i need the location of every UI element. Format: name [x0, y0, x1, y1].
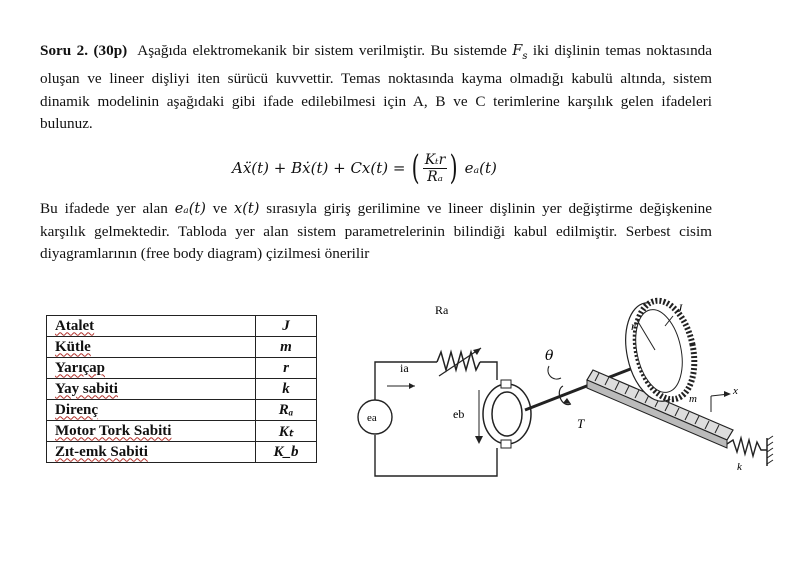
- x-arrowhead: [724, 391, 731, 397]
- parameter-symbol: Kₜ: [256, 421, 317, 442]
- label-k: k: [737, 461, 742, 473]
- theta-arc: [548, 366, 561, 379]
- resistor-arrow: [439, 348, 481, 376]
- equation-fraction: ( $\frac{\text{Kₜr}}{\text{Rₐ}}$ ): [412, 148, 458, 188]
- force-symbol: $F_s$: [512, 43, 528, 62]
- label-eb: eb: [453, 407, 465, 421]
- dc-motor: [483, 380, 531, 448]
- question-label: Soru 2. (30p): [40, 42, 128, 59]
- parameter-name: Yarıçap: [47, 358, 256, 379]
- label-x: x: [733, 385, 738, 397]
- parameter-name: Motor Tork Sabiti: [47, 421, 256, 442]
- fraction-denominator: Rₐ: [427, 168, 443, 185]
- parameter-symbol: k: [256, 379, 317, 400]
- spring: [727, 438, 767, 456]
- label-r: r: [631, 319, 636, 333]
- explanation-text: [40, 198, 712, 266]
- current-arrowhead: [409, 383, 415, 389]
- question-intro-2: iki dişlinin temas noktasında oluşan ve lineer dişliyi iten sürücü kuvvettir. Temas noktasında kayma olmadığı kabulü altında, sistem dinamik modelinin aşağıdaki gibi ifade edilebilmesi için A, B ve C terimlerine karşılık gelen ifadeleri bulunuz.: [40, 42, 713, 133]
- parameter-name: Zıt-emk Sabiti: [47, 442, 256, 463]
- parameter-name: Kütle: [47, 337, 256, 358]
- question-intro-1: Aşağıda elektromekanik bir sistem verilmiştir. Bu sistemde: [137, 42, 507, 59]
- parameter-symbol: K_b: [256, 442, 317, 463]
- parameter-table: [46, 315, 317, 463]
- table-row: [47, 442, 317, 463]
- parameter-symbol: m: [256, 337, 317, 358]
- parameter-name: Atalet: [47, 316, 256, 337]
- input-voltage-symbol: eₐ(t): [174, 201, 206, 217]
- equation-lhs: Aẍ(t) + Bẋ(t) + Cx(t) =: [232, 159, 406, 177]
- table-row: [47, 379, 317, 400]
- parameter-symbol: Rₐ: [256, 400, 317, 421]
- electromechanical-system-diagram: [355, 290, 780, 490]
- table-row: [47, 358, 317, 379]
- label-m: m: [689, 393, 697, 405]
- wall-hatch: [767, 436, 773, 464]
- parameter-name: Yay sabiti: [47, 379, 256, 400]
- parameter-symbol: r: [256, 358, 317, 379]
- label-ia: ia: [400, 361, 409, 375]
- resistor: [437, 352, 480, 370]
- label-ea: ea: [367, 412, 377, 424]
- displacement-symbol: x(t): [234, 201, 260, 217]
- model-equation: [232, 146, 497, 190]
- back-emf-arrowhead: [475, 436, 483, 444]
- label-ra: Ra: [435, 303, 449, 317]
- equation-rhs: eₐ(t): [464, 159, 497, 177]
- explanation-part-2: ve: [212, 200, 228, 217]
- parameter-name: Direnç: [47, 400, 256, 421]
- torque-arrowhead: [563, 398, 571, 404]
- fraction-numerator: Kₜr: [424, 151, 446, 168]
- label-theta: θ: [545, 348, 554, 364]
- parameter-symbol: J: [256, 316, 317, 337]
- resistor-arrowhead: [473, 348, 481, 355]
- table-row: [47, 316, 317, 337]
- label-t: T: [577, 416, 585, 431]
- label-j: J: [677, 301, 683, 315]
- table-row: [47, 400, 317, 421]
- table-row: [47, 421, 317, 442]
- explanation-part-1: Bu ifadede yer alan: [40, 200, 168, 217]
- explanation-part-3: sırasıyla giriş gerilimine ve lineer dişlinin yer değiştirme değişkenine karşılık gelmektedir. Tabloda yer alan sistem parametrelerinin bilindiği kabul edilmiştir. Serbest cisim diyagramlarının (free body diagram) çizilmesi önerilir: [40, 200, 713, 262]
- question-text: [40, 40, 712, 136]
- table-row: [47, 337, 317, 358]
